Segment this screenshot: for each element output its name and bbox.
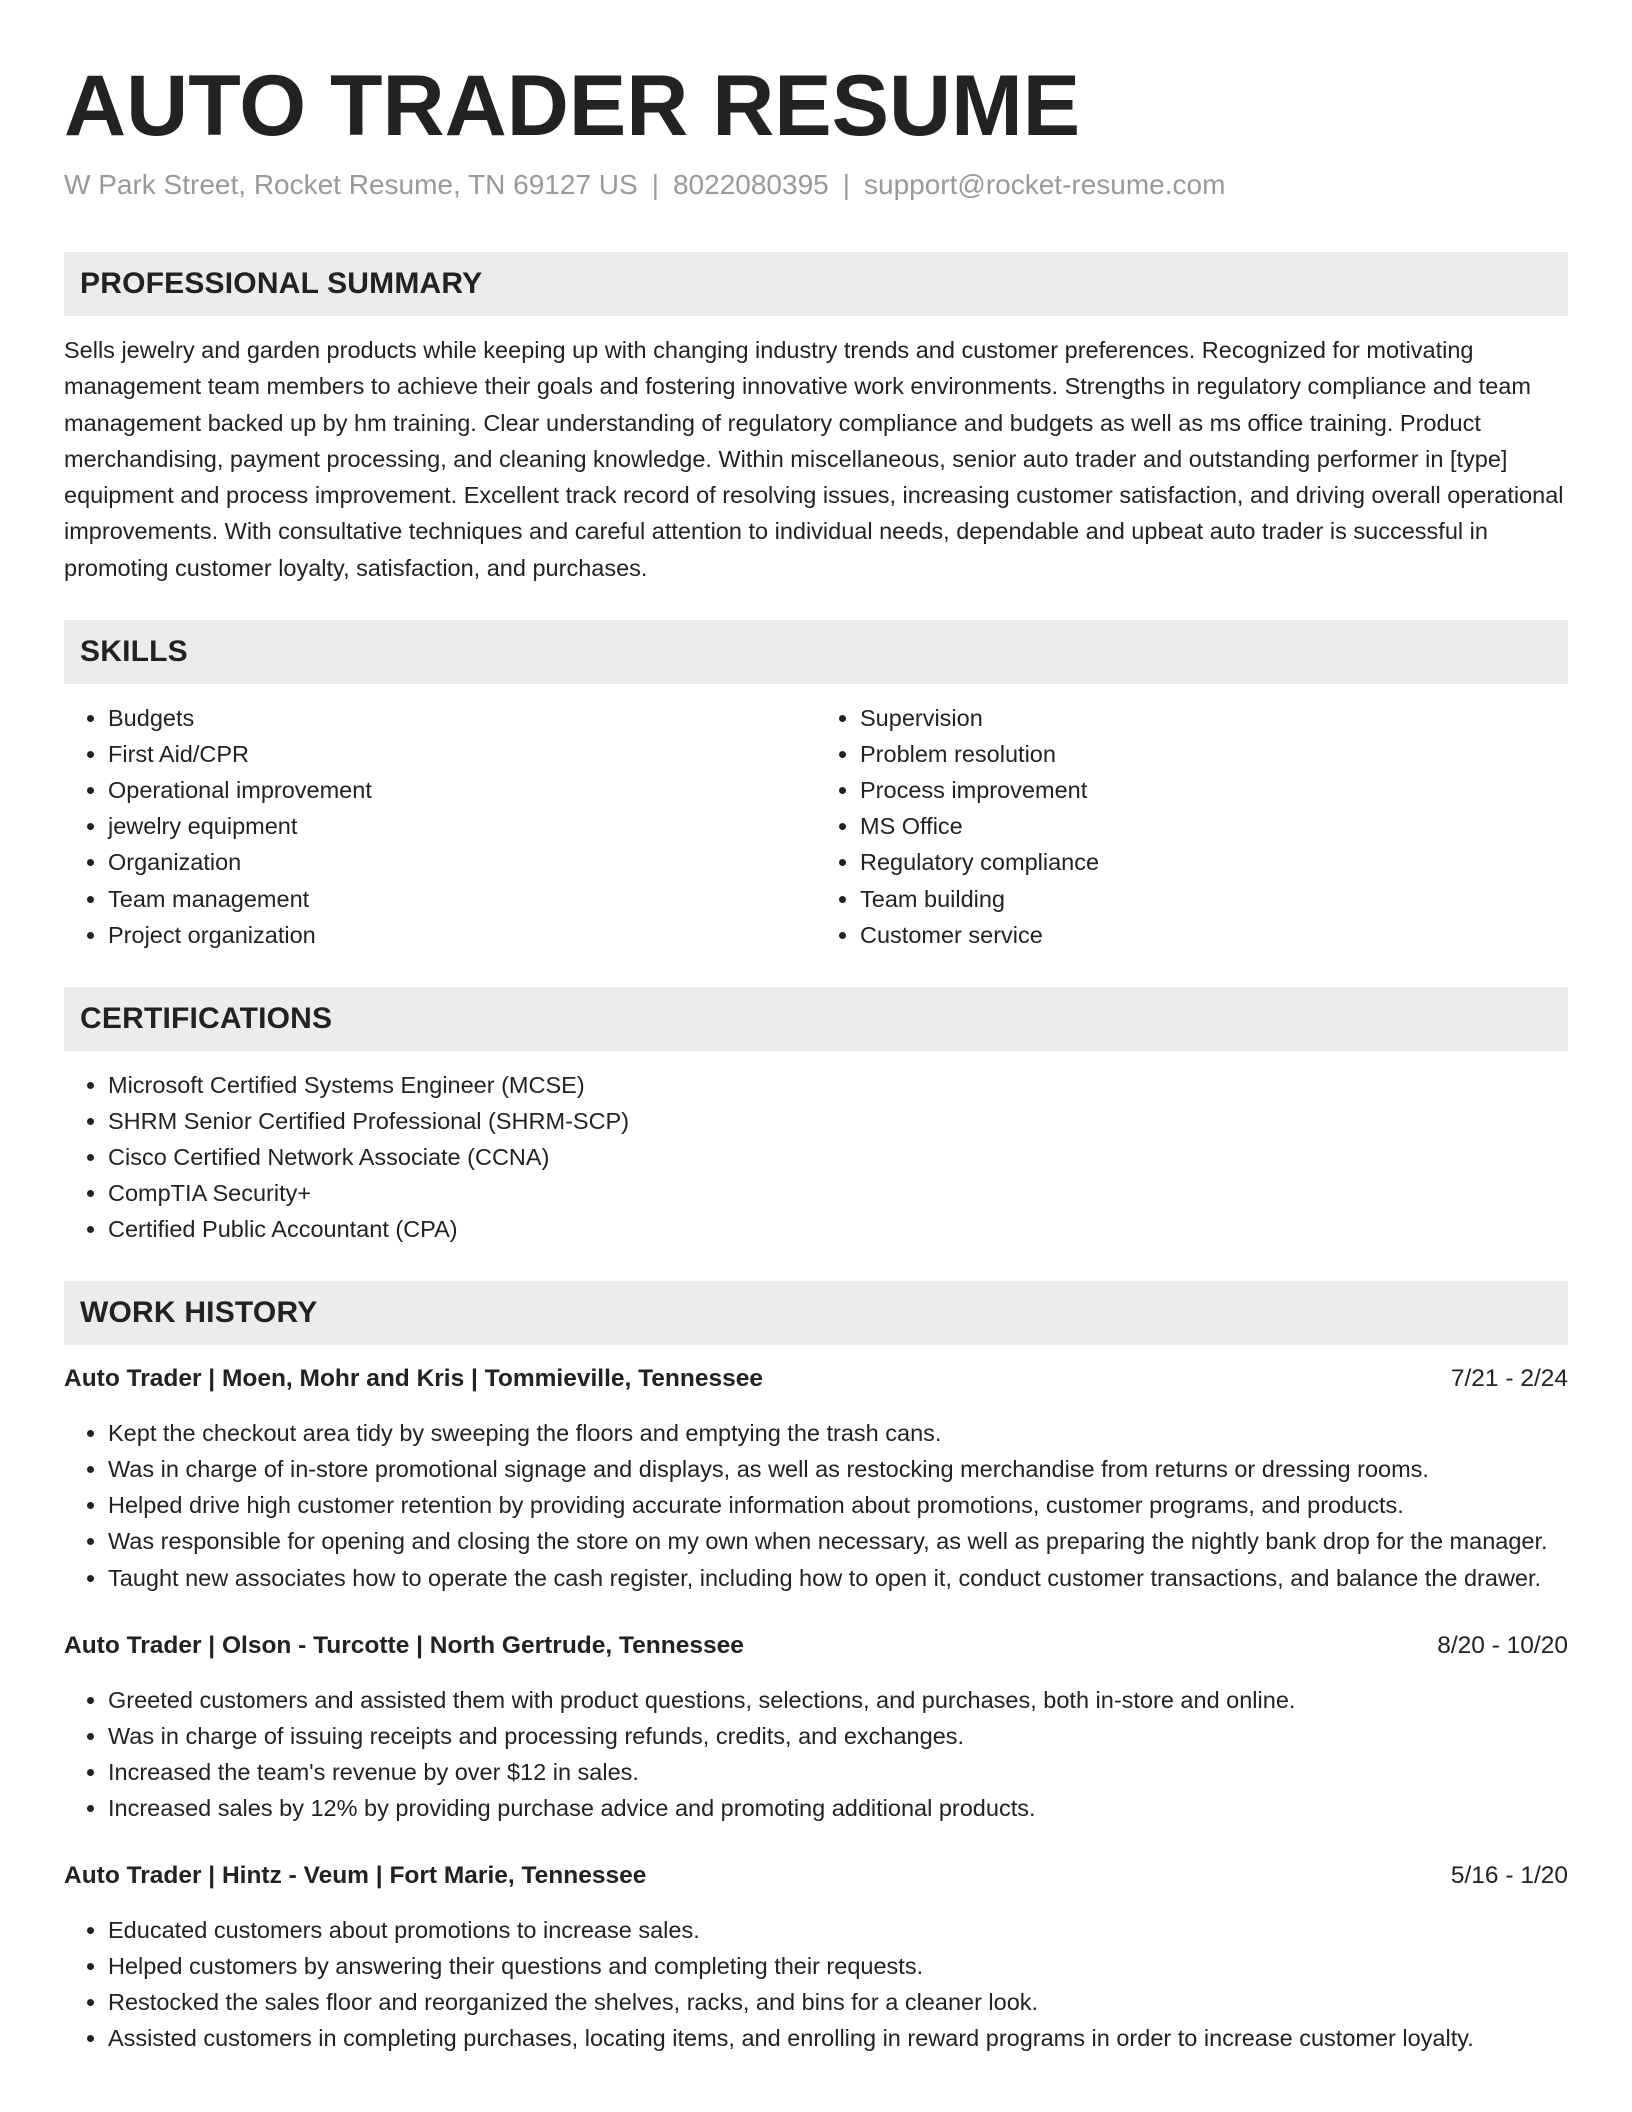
skill-item: • Customer service [860, 917, 1568, 953]
job-bullet: • Helped customers by answering their questions and completing their requests. [108, 1948, 1568, 1984]
job-bullets [64, 1912, 1568, 2056]
skill-item: • Regulatory compliance [860, 844, 1568, 880]
skill-item: • Operational improvement [108, 772, 816, 808]
skills-list-right [816, 700, 1568, 953]
skill-item: • Supervision [860, 700, 1568, 736]
contact-separator: | [842, 169, 850, 200]
skill-item: • Team building [860, 881, 1568, 917]
contact-separator: | [651, 169, 659, 200]
job-bullets [64, 1415, 1568, 1595]
job-dates: 8/20 - 10/20 [1437, 1631, 1568, 1659]
job-bullet: • Was responsible for opening and closing the store on my own when necessary, as well as preparing the nightly bank drop for the manager. [108, 1523, 1568, 1559]
job-bullet: • Educated customers about promotions to increase sales. [108, 1912, 1568, 1948]
summary-text: Sells jewelry and garden products while keeping up with changing industry trends and customer preferences. Recognized for motivating management team members to achieve their goals and fostering innovative work environments. Strengths in regulatory compliance and team management backed up by hm training. Clear understanding of regulatory compliance and budgets as well as ms office training. Product merchandising, payment processing, and cleaning knowledge. Within miscellaneous, senior auto trader and outstanding performer in [type] equipment and process improvement. Excellent track record of resolving issues, increasing customer satisfaction, and driving overall operational improvements. With consultative techniques and careful attention to individual needs, dependable and upbeat auto trader is successful in promoting customer loyalty, satisfaction, and purchases. [64, 337, 1564, 581]
certifications-heading: CERTIFICATIONS [64, 987, 1568, 1051]
certification-item: • Microsoft Certified Systems Engineer (MCSE) [108, 1067, 1568, 1103]
job-entry [64, 1628, 1568, 1826]
contact-phone: 8022080395 [672, 169, 829, 200]
job-bullet: • Increased sales by 12% by providing purchase advice and promoting additional products. [108, 1790, 1568, 1826]
certifications-section [64, 987, 1568, 1247]
certifications-list [64, 1067, 1568, 1247]
job-bullet: • Kept the checkout area tidy by sweeping the floors and emptying the trash cans. [108, 1415, 1568, 1451]
work-history-section [64, 1281, 1568, 2056]
skill-item: • Budgets [108, 700, 816, 736]
job-header [64, 1628, 1568, 1664]
job-dates: 5/16 - 1/20 [1450, 1862, 1568, 1890]
skill-item: • First Aid/CPR [108, 736, 816, 772]
job-bullet: • Assisted customers in completing purchases, locating items, and enrolling in reward programs in order to increase customer loyalty. [108, 2020, 1568, 2056]
skill-item: • Project organization [108, 917, 816, 953]
job-bullets [64, 1682, 1568, 1826]
job-title: Auto Trader | Moen, Mohr and Kris | Tommieville, Tennessee [64, 1365, 763, 1393]
certification-item: • Cisco Certified Network Associate (CCNA) [108, 1139, 1568, 1175]
certification-item: • Certified Public Accountant (CPA) [108, 1211, 1568, 1247]
skill-item: • Organization [108, 844, 816, 880]
job-bullet: • Taught new associates how to operate the cash register, including how to open it, conduct customer transactions, and balance the drawer. [108, 1560, 1568, 1596]
job-header [64, 1361, 1568, 1397]
resume-title: AUTO TRADER RESUME [64, 58, 1081, 154]
resume-page [64, 0, 1568, 2056]
job-dates: 7/21 - 2/24 [1450, 1365, 1568, 1393]
job-bullet: • Restocked the sales floor and reorganized the shelves, racks, and bins for a cleaner look. [108, 1984, 1568, 2020]
skills-heading: SKILLS [64, 620, 1568, 684]
job-bullet: • Was in charge of in-store promotional signage and displays, as well as restocking merchandise from returns or dressing rooms. [108, 1451, 1568, 1487]
certification-item: • CompTIA Security+ [108, 1175, 1568, 1211]
contact-address: W Park Street, Rocket Resume, TN 69127 US [64, 169, 638, 200]
skill-item: • jewelry equipment [108, 808, 816, 844]
job-bullet: • Greeted customers and assisted them with product questions, selections, and purchases, both in-store and online. [108, 1682, 1568, 1718]
contact-line [64, 168, 1568, 202]
job-header [64, 1858, 1568, 1894]
work-history-heading: WORK HISTORY [64, 1281, 1568, 1345]
contact-email: support@rocket-resume.com [864, 169, 1226, 200]
summary-section [64, 252, 1568, 586]
certification-item: • SHRM Senior Certified Professional (SHRM-SCP) [108, 1103, 1568, 1139]
job-bullet: • Helped drive high customer retention by providing accurate information about promotions, customer programs, and products. [108, 1487, 1568, 1523]
summary-heading: PROFESSIONAL SUMMARY [64, 252, 1568, 316]
skills-list-left [64, 700, 816, 953]
skills-columns [64, 700, 1568, 953]
skill-item: • Team management [108, 881, 816, 917]
skills-section [64, 620, 1568, 953]
job-entry [64, 1858, 1568, 2056]
skill-item: • Process improvement [860, 772, 1568, 808]
job-bullet: • Was in charge of issuing receipts and processing refunds, credits, and exchanges. [108, 1718, 1568, 1754]
job-title: Auto Trader | Olson - Turcotte | North Gertrude, Tennessee [64, 1631, 744, 1659]
skill-item: • MS Office [860, 808, 1568, 844]
job-title: Auto Trader | Hintz - Veum | Fort Marie, Tennessee [64, 1862, 647, 1890]
job-entry [64, 1361, 1568, 1595]
skill-item: • Problem resolution [860, 736, 1568, 772]
job-bullet: • Increased the team's revenue by over $12 in sales. [108, 1754, 1568, 1790]
